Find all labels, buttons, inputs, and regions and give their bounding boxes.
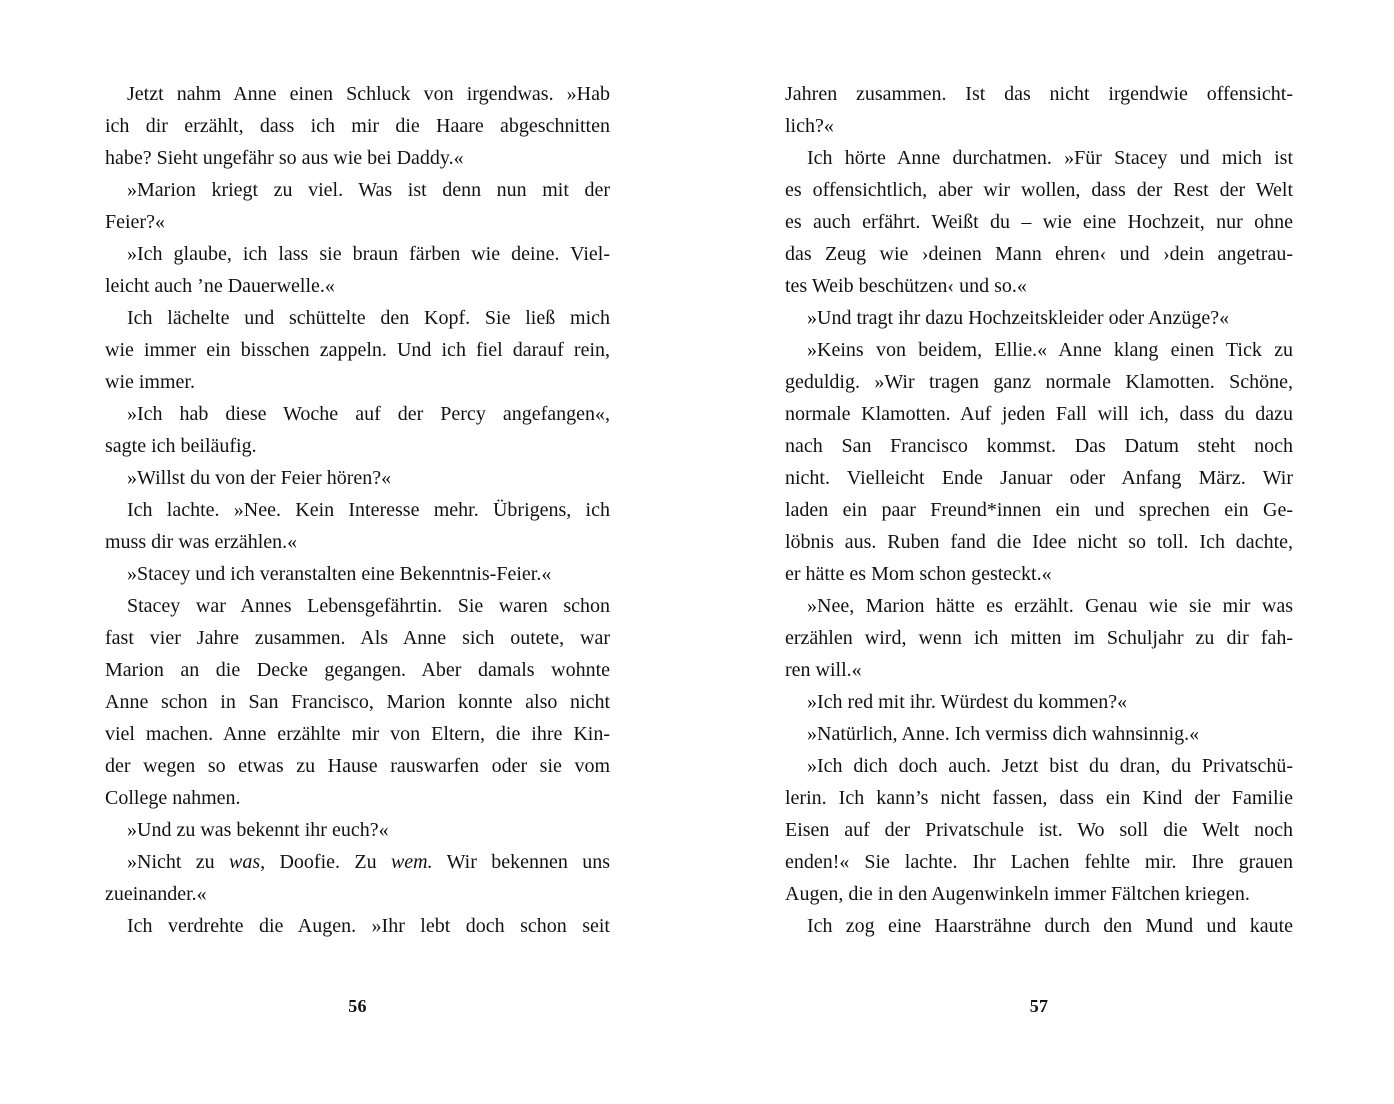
- page-right: [697, 0, 1394, 1104]
- paragraph: [785, 686, 1293, 718]
- text-segment: habe? Sieht ungefähr so aus wie bei Daddy.«: [105, 147, 464, 169]
- text-segment: »Ich hab diese Woche auf der Percy angefangen«,: [127, 403, 610, 425]
- text-segment: Ich hörte Anne durchatmen. »Für Stacey und mich ist: [807, 147, 1293, 169]
- text-line: [785, 814, 1293, 846]
- text-line: [105, 334, 610, 366]
- text-segment: muss dir was erzählen.«: [105, 531, 298, 553]
- text-line: [105, 910, 610, 942]
- text-line: [785, 110, 1293, 142]
- text-segment: »Und zu was bekennt ihr euch?«: [127, 819, 389, 841]
- text-line: [785, 206, 1293, 238]
- text-segment: sagte ich beiläufig.: [105, 435, 257, 457]
- text-segment: Marion an die Decke gegangen. Aber damals wohnte: [105, 659, 610, 681]
- text-segment: »Natürlich, Anne. Ich vermiss dich wahnsinnig.«: [807, 723, 1200, 745]
- text-line: [785, 398, 1293, 430]
- text-segment: es auch erfährt. Weißt du – wie eine Hochzeit, nur ohne: [785, 211, 1293, 233]
- text-line: [105, 590, 610, 622]
- text-line: [105, 622, 610, 654]
- text-line: [105, 206, 610, 238]
- text-segment: lerin. Ich kann’s nicht fassen, dass ein Kind der Familie: [785, 787, 1293, 809]
- paragraph: [785, 142, 1293, 302]
- text-line: [785, 590, 1293, 622]
- paragraph: [785, 718, 1293, 750]
- text-line: [105, 142, 610, 174]
- paragraph: [105, 302, 610, 398]
- text-segment: Stacey war Annes Lebensgefährtin. Sie waren schon: [127, 595, 610, 617]
- text-segment: lich?«: [785, 115, 834, 137]
- text-line: [785, 462, 1293, 494]
- text-segment: nach San Francisco kommst. Das Datum steht noch: [785, 435, 1293, 457]
- text-segment: Doofie. Zu: [265, 851, 391, 873]
- text-line: [785, 366, 1293, 398]
- text-segment: ren will.«: [785, 659, 862, 681]
- page-number-right: 57: [1029, 996, 1049, 1016]
- text-line: [105, 302, 610, 334]
- text-segment: erzählen wird, wenn ich mitten im Schuljahr zu dir fah-: [785, 627, 1293, 649]
- text-line: [105, 558, 610, 590]
- paragraph: [785, 590, 1293, 686]
- text-segment: »Willst du von der Feier hören?«: [127, 467, 392, 489]
- text-segment: das Zeug wie ›deinen Mann ehren‹ und ›dein angetrau-: [785, 243, 1293, 265]
- paragraph: [785, 750, 1293, 910]
- text-line: [105, 366, 610, 398]
- paragraph: [105, 494, 610, 558]
- text-segment: wie immer ein bisschen zappeln. Und ich fiel darauf rein,: [105, 339, 610, 361]
- paragraph: [785, 78, 1293, 142]
- emphasized-text: wem.: [390, 851, 433, 873]
- paragraph: [105, 238, 610, 302]
- text-segment: zueinander.«: [105, 883, 207, 905]
- text-segment: enden!« Sie lachte. Ihr Lachen fehlte mir. Ihre grauen: [785, 851, 1293, 873]
- page-text-left: [105, 78, 610, 942]
- paragraph: [785, 910, 1293, 942]
- paragraph: [105, 590, 610, 814]
- paragraph: [105, 78, 610, 174]
- text-segment: laden ein paar Freund*innen ein und sprechen ein Ge-: [785, 499, 1293, 521]
- text-segment: Wir bekennen uns: [432, 851, 610, 873]
- text-segment: »Stacey und ich veranstalten eine Bekenntnis-Feier.«: [127, 563, 552, 585]
- paragraph: [785, 334, 1293, 590]
- text-line: [785, 718, 1293, 750]
- text-segment: »Ich red mit ihr. Würdest du kommen?«: [807, 691, 1128, 713]
- text-segment: »Ich glaube, ich lass sie braun färben wie deine. Viel-: [127, 243, 610, 265]
- text-line: [785, 174, 1293, 206]
- text-segment: leicht auch ’ne Dauerwelle.«: [105, 275, 335, 297]
- text-line: [785, 654, 1293, 686]
- text-segment: es offensichtlich, aber wir wollen, dass der Rest der Welt: [785, 179, 1293, 201]
- paragraph: [785, 302, 1293, 334]
- text-segment: wie immer.: [105, 371, 195, 393]
- text-line: [785, 558, 1293, 590]
- page-text-right: [785, 78, 1293, 942]
- text-segment: Eisen auf der Privatschule ist. Wo soll die Welt noch: [785, 819, 1293, 841]
- text-segment: »Und tragt ihr dazu Hochzeitskleider oder Anzüge?«: [807, 307, 1230, 329]
- text-segment: Ich zog eine Haarsträhne durch den Mund und kaute: [807, 915, 1293, 937]
- paragraph: [105, 174, 610, 238]
- text-segment: tes Weib beschützen‹ und so.«: [785, 275, 1027, 297]
- text-line: [105, 270, 610, 302]
- text-segment: ich dir erzählt, dass ich mir die Haare abgeschnitten: [105, 115, 610, 137]
- text-line: [785, 302, 1293, 334]
- emphasized-text: was,: [229, 851, 266, 873]
- text-segment: der wegen so etwas zu Hause rauswarfen oder sie vom: [105, 755, 610, 777]
- paragraph: [105, 462, 610, 494]
- text-segment: Ich lächelte und schüttelte den Kopf. Sie ließ mich: [127, 307, 610, 329]
- text-segment: »Ich dich doch auch. Jetzt bist du dran, du Privatschü-: [807, 755, 1293, 777]
- text-segment: »Marion kriegt zu viel. Was ist denn nun mit der: [127, 179, 610, 201]
- text-segment: Feier?«: [105, 211, 165, 233]
- text-line: [785, 750, 1293, 782]
- text-line: [105, 462, 610, 494]
- paragraph: [105, 910, 610, 942]
- text-line: [105, 814, 610, 846]
- text-segment: »Keins von beidem, Ellie.« Anne klang einen Tick zu: [807, 339, 1293, 361]
- text-line: [785, 910, 1293, 942]
- text-line: [105, 526, 610, 558]
- text-line: [785, 846, 1293, 878]
- text-line: [105, 110, 610, 142]
- text-line: [785, 270, 1293, 302]
- text-segment: geduldig. »Wir tragen ganz normale Klamotten. Schöne,: [785, 371, 1293, 393]
- text-segment: löbnis aus. Ruben fand die Idee nicht so toll. Ich dachte,: [785, 531, 1293, 553]
- text-segment: College nahmen.: [105, 787, 241, 809]
- text-line: [105, 878, 610, 910]
- text-segment: viel machen. Anne erzählte mir von Eltern, die ihre Kin-: [105, 723, 610, 745]
- text-line: [785, 334, 1293, 366]
- text-line: [785, 526, 1293, 558]
- text-line: [785, 494, 1293, 526]
- text-line: [785, 686, 1293, 718]
- text-line: [785, 782, 1293, 814]
- text-line: [105, 398, 610, 430]
- text-segment: Jahren zusammen. Ist das nicht irgendwie offensicht-: [785, 83, 1293, 105]
- text-line: [105, 846, 610, 878]
- text-segment: Anne schon in San Francisco, Marion konnte also nicht: [105, 691, 610, 713]
- text-line: [105, 238, 610, 270]
- paragraph: [105, 814, 610, 846]
- text-line: [785, 622, 1293, 654]
- text-line: [105, 174, 610, 206]
- text-line: [105, 430, 610, 462]
- text-line: [105, 654, 610, 686]
- text-line: [785, 430, 1293, 462]
- text-line: [105, 78, 610, 110]
- page-number-left: 56: [348, 996, 367, 1016]
- text-line: [105, 718, 610, 750]
- text-line: [105, 750, 610, 782]
- text-segment: Ich verdrehte die Augen. »Ihr lebt doch schon seit: [127, 915, 610, 937]
- text-segment: Jetzt nahm Anne einen Schluck von irgendwas. »Hab: [127, 83, 610, 105]
- text-segment: Ich lachte. »Nee. Kein Interesse mehr. Übrigens, ich: [127, 499, 610, 521]
- text-line: [105, 686, 610, 718]
- text-line: [785, 238, 1293, 270]
- text-segment: Augen, die in den Augenwinkeln immer Fältchen kriegen.: [785, 883, 1250, 905]
- text-segment: normale Klamotten. Auf jeden Fall will ich, dass du dazu: [785, 403, 1293, 425]
- text-segment: »Nicht zu: [127, 851, 230, 873]
- text-segment: nicht. Vielleicht Ende Januar oder Anfang März. Wir: [785, 467, 1293, 489]
- text-segment: er hätte es Mom schon gesteckt.«: [785, 563, 1052, 585]
- text-line: [785, 878, 1293, 910]
- text-line: [785, 78, 1293, 110]
- paragraph: [105, 558, 610, 590]
- text-segment: »Nee, Marion hätte es erzählt. Genau wie sie mir was: [807, 595, 1293, 617]
- paragraph: [105, 846, 610, 910]
- text-segment: fast vier Jahre zusammen. Als Anne sich outete, war: [105, 627, 610, 649]
- text-line: [105, 782, 610, 814]
- text-line: [785, 142, 1293, 174]
- paragraph: [105, 398, 610, 462]
- text-line: [105, 494, 610, 526]
